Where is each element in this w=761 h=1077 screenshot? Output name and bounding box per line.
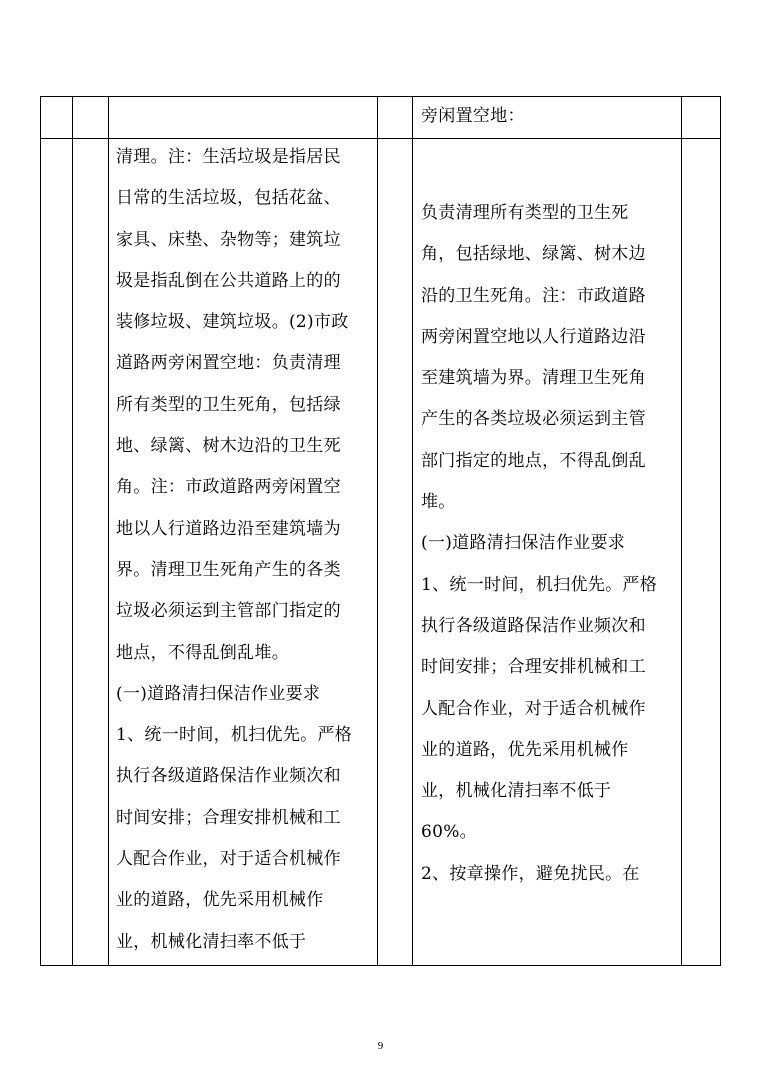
cell-text: 旁闲置空地： (421, 106, 525, 126)
text-line: 角，包括绿地、绿篱、树木边 (421, 244, 646, 265)
table-border-bottom (40, 965, 721, 966)
text-line: 时间安排；合理安排机械和工 (116, 807, 341, 828)
text-line: 沿的卫生死角。注：市政道路 (421, 285, 646, 306)
table-border-top (40, 96, 721, 97)
table-border-left (40, 96, 41, 966)
text-line: 至建筑墙为界。清理卫生死角 (421, 368, 646, 389)
text-line: 1、统一时间，机扫优先。严格 (116, 725, 353, 746)
text-line: 地点，不得乱倒乱堆。 (116, 642, 289, 663)
text-line: 1、统一时间，机扫优先。严格 (421, 574, 658, 595)
text-line: 道路两旁闲置空地：负责清理 (116, 353, 341, 374)
text-line: 部门指定的地点，不得乱倒乱 (421, 450, 646, 471)
page-number: 9 (377, 1040, 384, 1052)
table-col-divider-5 (681, 96, 682, 966)
text-line: 人配合作业，对于适合机械作 (421, 698, 646, 719)
text-line: (一)道路清扫保洁作业要求 (421, 533, 626, 554)
text-line: 执行各级道路保洁作业频次和 (116, 766, 341, 787)
text-line: 日常的生活垃圾，包括花盆、 (116, 188, 341, 209)
text-line: 地、绿篱、树木边沿的卫生死 (116, 436, 341, 457)
text-line: 产生的各类垃圾必须运到主管 (421, 409, 646, 430)
text-line: 业的道路，优先采用机械作 (116, 890, 324, 911)
text-line: (一)道路清扫保洁作业要求 (116, 683, 321, 704)
text-line: 所有类型的卫生死角，包括绿 (116, 394, 341, 415)
text-line: 60%。 (421, 822, 477, 843)
text-line: 圾是指乱倒在公共道路上的的 (116, 270, 341, 291)
table-cell-row2-right (421, 193, 657, 895)
text-line: 堆。 (421, 492, 456, 513)
text-line: 业的道路，优先采用机械作 (421, 739, 629, 760)
table-cell-row2-left (116, 137, 352, 963)
table-col-divider-4 (412, 96, 413, 966)
text-line: 业，机械化清扫率不低于 (421, 781, 612, 802)
text-line: 角。注：市政道路两旁闲置空 (116, 477, 341, 498)
table-col-divider-3 (377, 96, 378, 966)
text-line: 两旁闲置空地以人行道路边沿 (421, 326, 646, 347)
text-line: 清理。注：生活垃圾是指居民 (116, 147, 341, 167)
text-line: 装修垃圾、建筑垃圾。(2)市政 (116, 312, 349, 333)
text-line: 界。清理卫生死角产生的各类 (116, 559, 341, 580)
table-col-divider-2 (108, 96, 109, 966)
text-line: 地以人行道路边沿至建筑墙为 (116, 518, 341, 539)
text-line: 垃圾必须运到主管部门指定的 (116, 601, 341, 622)
text-line: 人配合作业，对于适合机械作 (116, 849, 341, 870)
table-cell-row1-right (421, 96, 525, 138)
text-line: 执行各级道路保洁作业频次和 (421, 615, 646, 636)
text-line: 时间安排；合理安排机械和工 (421, 657, 646, 678)
text-line: 2、按章操作，避免扰民。在 (421, 863, 640, 884)
table-border-right (720, 96, 721, 966)
text-line: 业，机械化清扫率不低于 (116, 931, 307, 952)
text-line: 家具、床垫、杂物等；建筑垃 (116, 229, 341, 250)
table-col-divider-1 (72, 96, 73, 966)
text-line: 负责清理所有类型的卫生死 (421, 203, 629, 223)
